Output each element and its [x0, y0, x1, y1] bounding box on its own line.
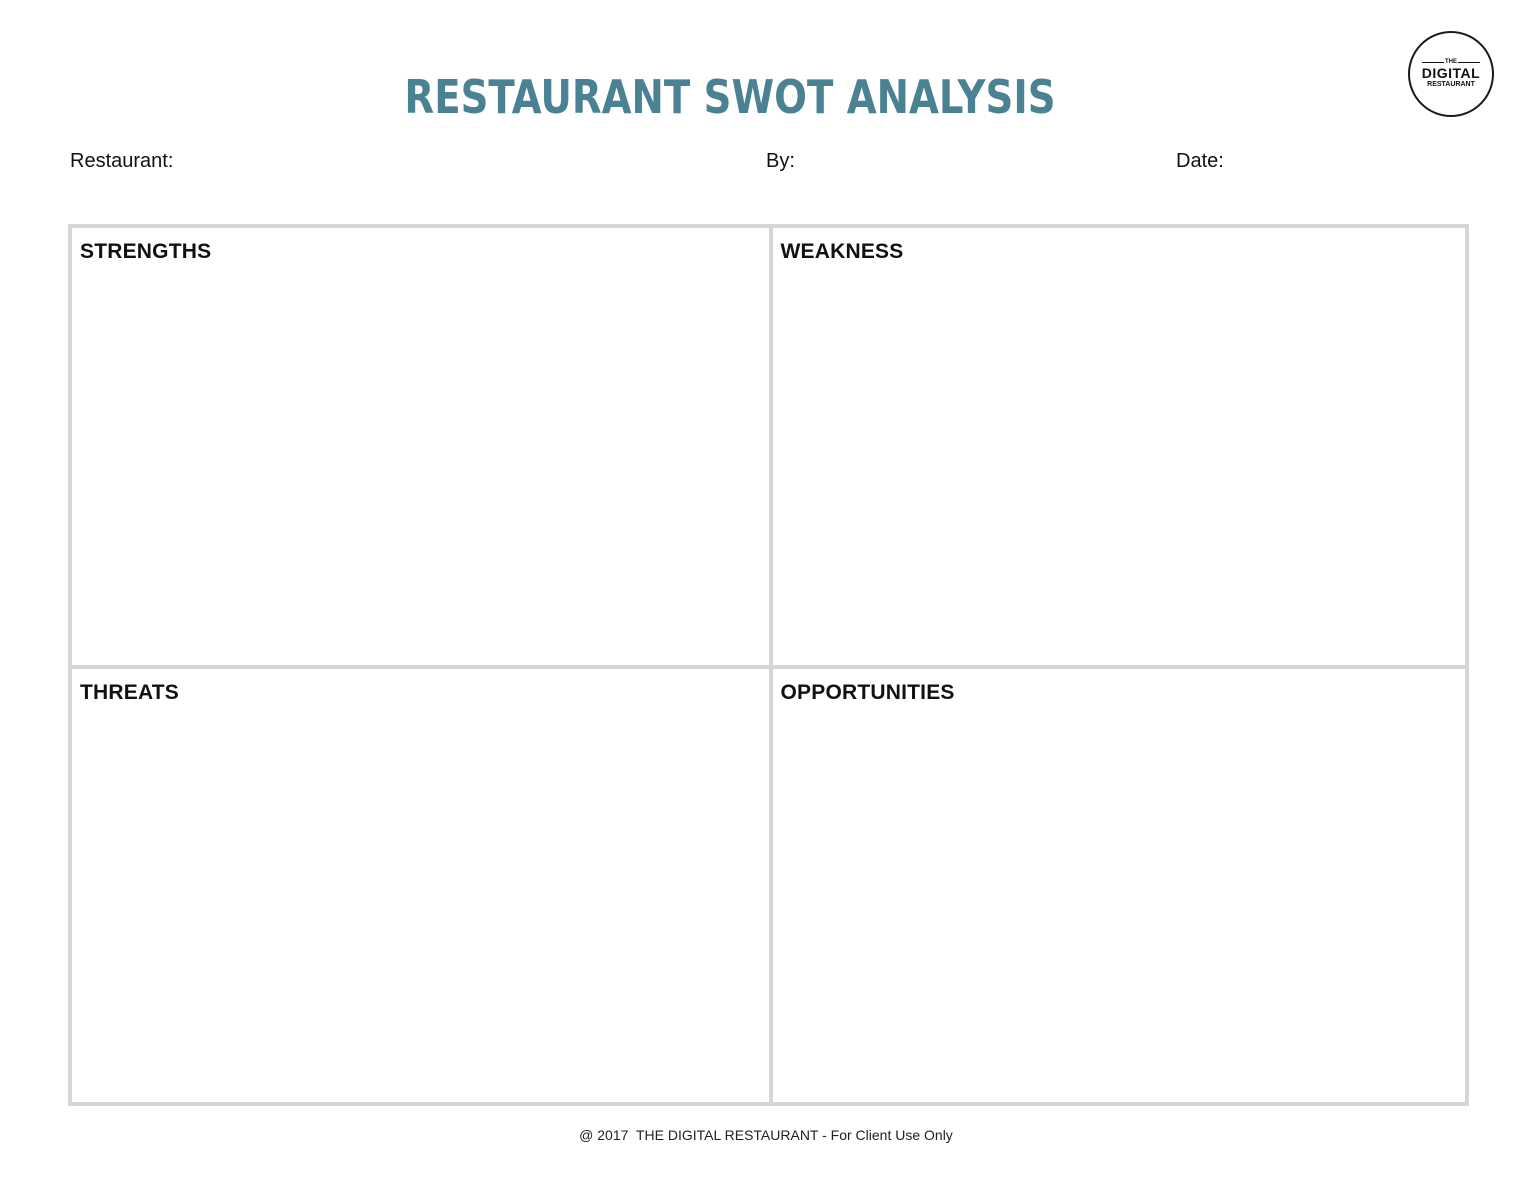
weakness-quadrant[interactable] [769, 228, 1466, 665]
page-title: RESTAURANT SWOT ANALYSIS [404, 70, 1056, 124]
restaurant-label: Restaurant: [70, 150, 174, 172]
brand-logo [1408, 31, 1494, 117]
logo-text-sub: RESTAURANT [1427, 81, 1475, 88]
date-label: Date: [1176, 150, 1224, 172]
swot-grid [68, 224, 1469, 1106]
strengths-quadrant[interactable] [72, 228, 769, 665]
opportunities-quadrant[interactable] [769, 665, 1466, 1102]
logo-text-top: THE [1445, 59, 1457, 65]
weakness-heading: WEAKNESS [780, 240, 904, 263]
threats-quadrant[interactable] [72, 665, 769, 1102]
footer-copyright: @ 2017 THE DIGITAL RESTAURANT - For Client Use Only [579, 1127, 953, 1143]
by-label: By: [766, 150, 795, 172]
opportunities-heading: OPPORTUNITIES [780, 681, 955, 704]
threats-heading: THREATS [80, 681, 180, 704]
logo-text-main: DIGITAL [1421, 65, 1481, 81]
strengths-heading: STRENGTHS [80, 240, 212, 263]
